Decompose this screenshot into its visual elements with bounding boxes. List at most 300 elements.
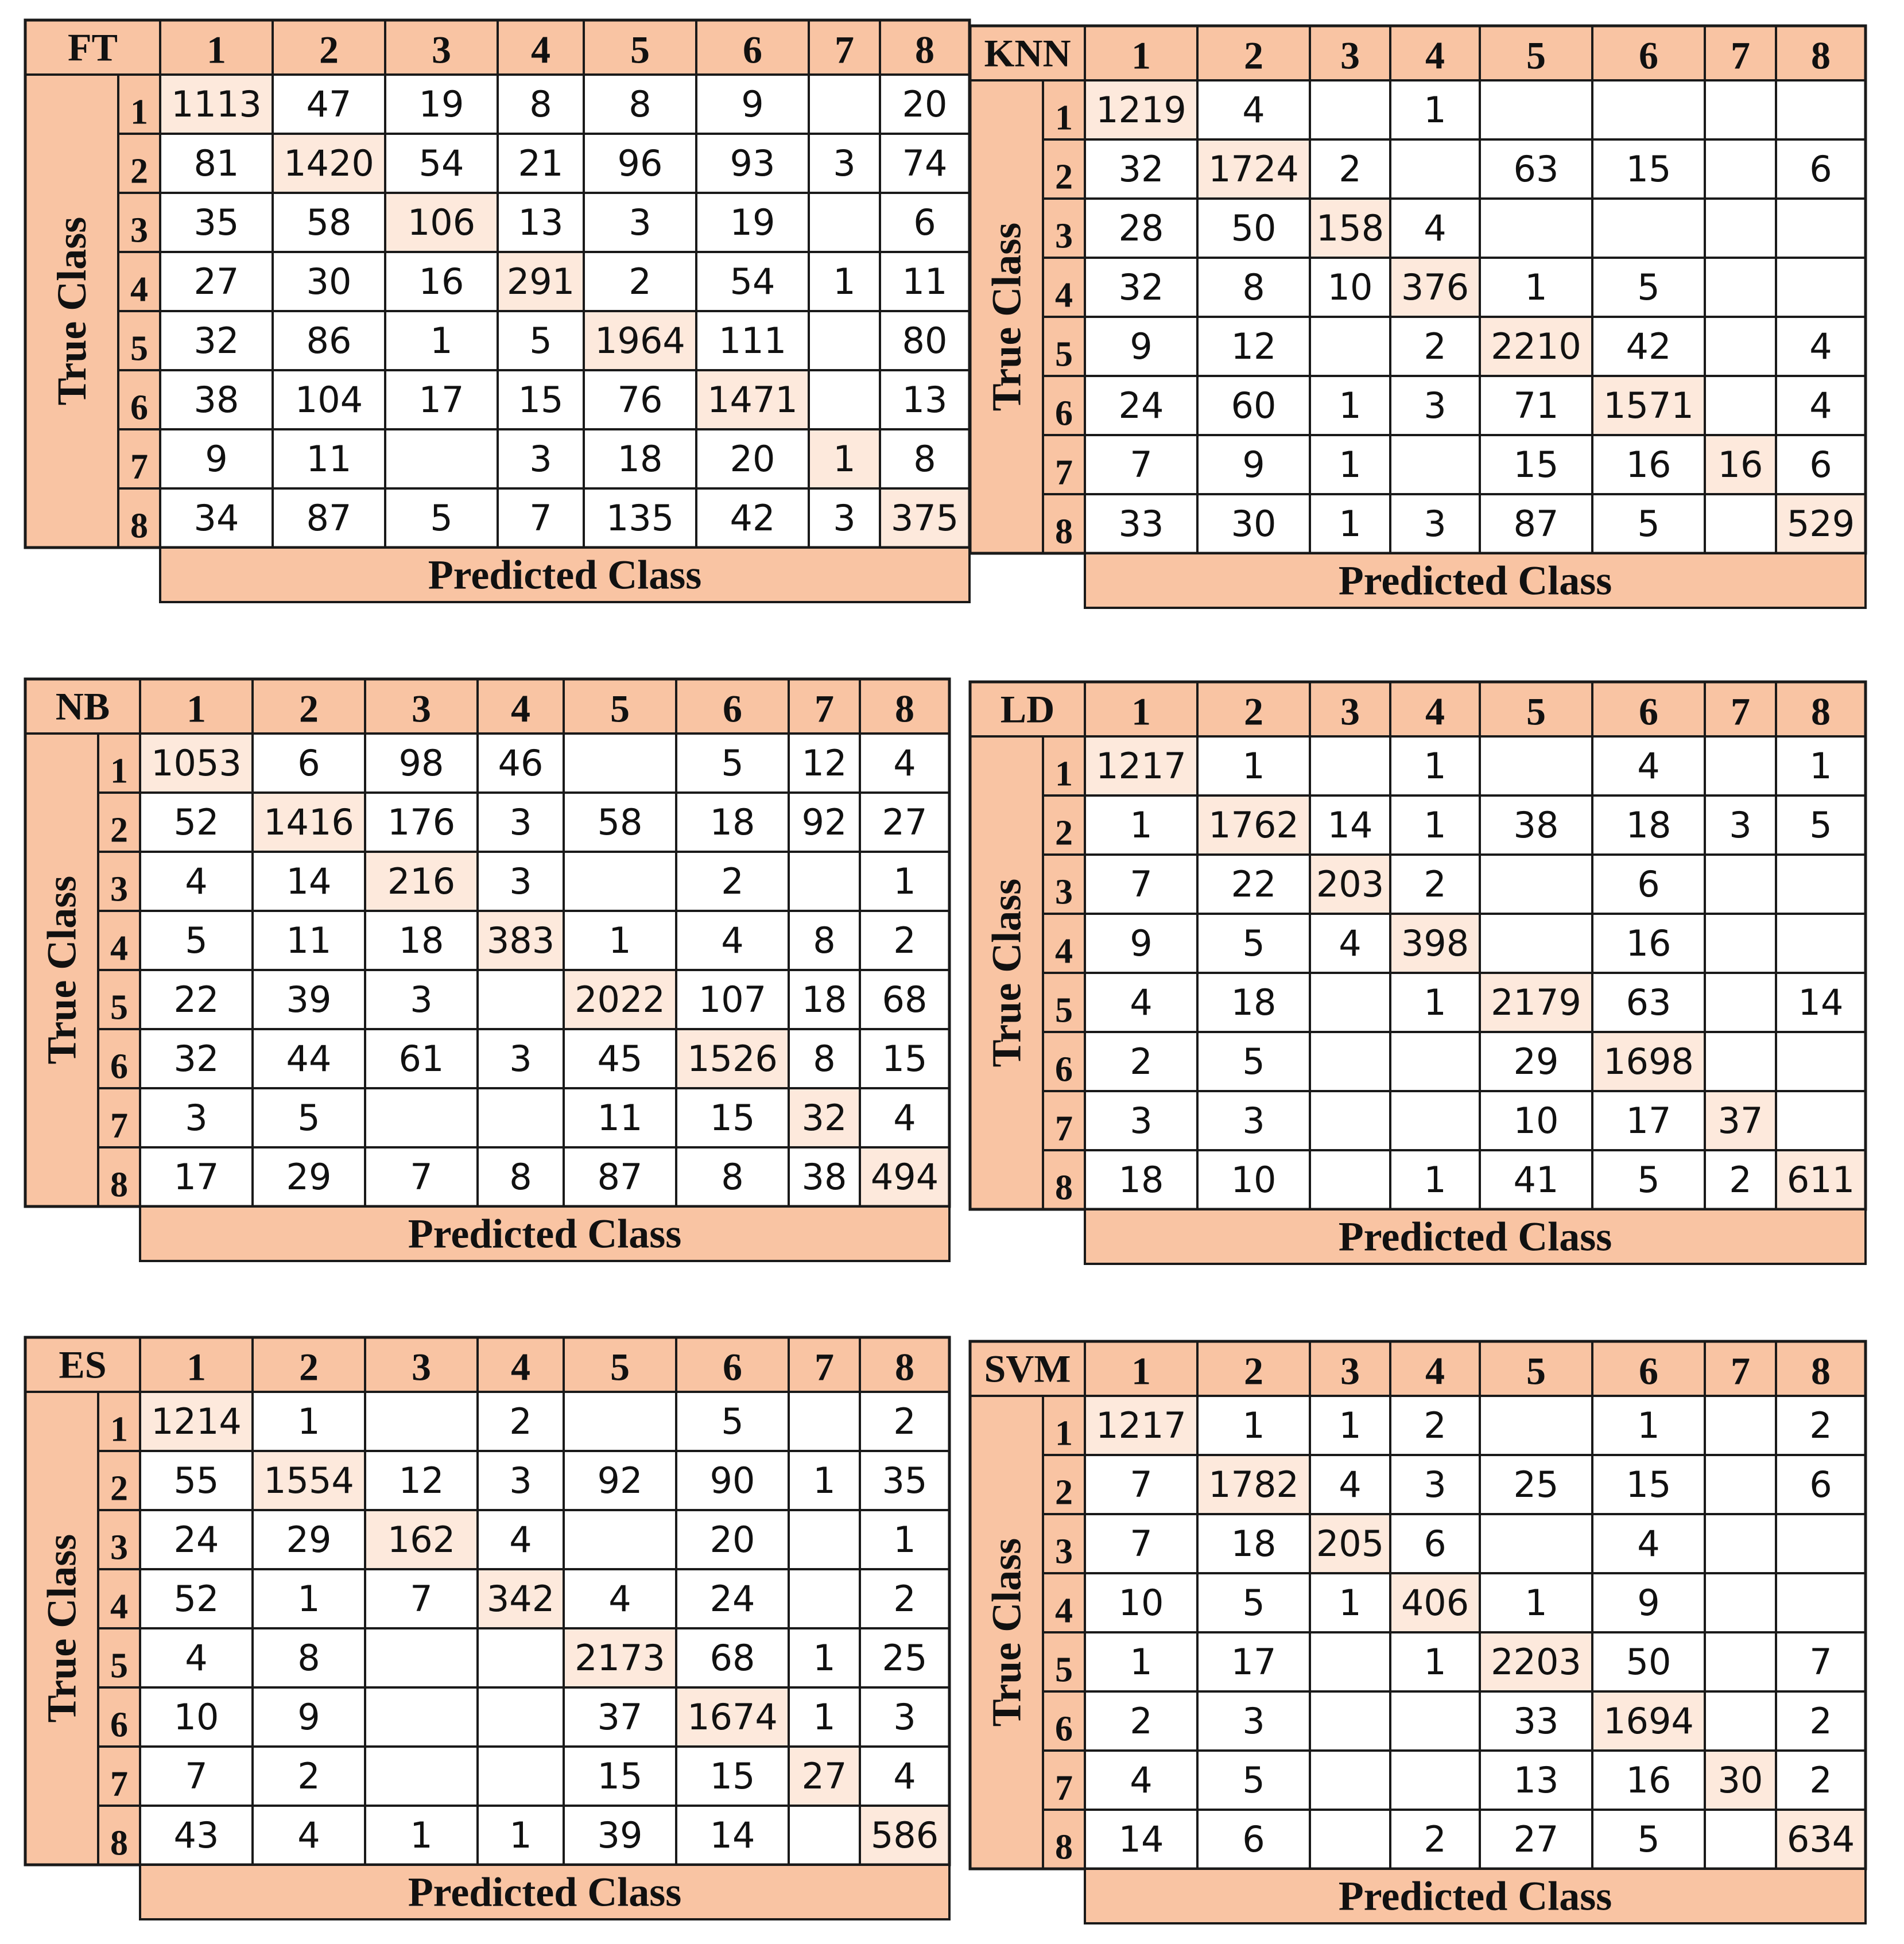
column-header-label: 4	[1425, 689, 1445, 734]
cell-value: 8	[529, 83, 552, 125]
column-header-label: 2	[299, 686, 319, 731]
row-header-label: 8	[110, 1165, 128, 1205]
column-header-label: 4	[1425, 33, 1445, 77]
cell-value: 3	[509, 1038, 532, 1080]
cell-value: 8	[297, 1637, 320, 1679]
cell-value: 1	[1525, 1582, 1548, 1624]
cell-value: 2173	[575, 1637, 665, 1679]
row-header-label: 7	[110, 1764, 128, 1804]
cell-value: 2	[1130, 1041, 1153, 1082]
matrix-cell	[1705, 1810, 1776, 1869]
cell-value: 92	[597, 1460, 643, 1501]
row-header-label: 3	[1055, 216, 1073, 256]
column-header-label: 5	[1526, 33, 1546, 77]
cell-value: 5	[721, 1400, 744, 1442]
cell-value: 42	[730, 497, 775, 539]
cell-value: 52	[173, 1578, 219, 1620]
cell-value: 61	[398, 1038, 444, 1080]
cell-value: 68	[882, 979, 928, 1020]
matrix-cell	[365, 1628, 478, 1687]
cell-value: 11	[902, 261, 948, 302]
cell-value: 50	[1231, 207, 1277, 249]
cell-value: 1	[1130, 804, 1153, 846]
column-header-label: 8	[895, 686, 914, 731]
matrix-label: SVM	[984, 1347, 1071, 1391]
matrix-cell	[1776, 914, 1866, 973]
row-header-label: 5	[110, 988, 128, 1027]
row-header-label: 8	[1055, 1827, 1073, 1867]
cell-value: 4	[185, 860, 208, 902]
cell-value: 8	[913, 438, 936, 480]
cell-value: 17	[418, 379, 464, 421]
cell-value: 1554	[263, 1460, 354, 1501]
cell-value: 1	[1339, 385, 1362, 426]
matrix-cell	[789, 1392, 860, 1451]
cell-value: 1526	[687, 1038, 778, 1080]
cell-value: 19	[730, 201, 775, 243]
cell-value: 2	[1424, 325, 1447, 367]
cell-value: 5	[1242, 922, 1265, 964]
matrix-cell	[564, 734, 676, 793]
cell-value: 15	[1626, 1464, 1672, 1505]
cell-value: 2	[1809, 1700, 1832, 1742]
matrix-cell	[564, 1392, 676, 1451]
cell-value: 1	[1637, 1404, 1660, 1446]
cell-value: 2179	[1491, 981, 1581, 1023]
row-header-label: 2	[110, 810, 128, 850]
matrix-cell	[789, 1510, 860, 1569]
column-header-label: 8	[895, 1345, 914, 1389]
matrix-label: FT	[68, 25, 118, 69]
cell-value: 2203	[1491, 1641, 1581, 1683]
matrix-cell	[809, 75, 880, 134]
cell-value: 3	[1424, 503, 1447, 545]
cell-value: 4	[608, 1578, 631, 1620]
matrix-cell	[478, 1687, 564, 1747]
cell-value: 3	[893, 1696, 916, 1738]
row-axis-label: True Class	[38, 1534, 85, 1723]
matrix-cell	[365, 1088, 478, 1147]
cell-value: 20	[709, 1519, 755, 1561]
cell-value: 5	[1637, 503, 1660, 545]
column-axis-label: Predicted Class	[408, 1869, 682, 1915]
row-header-label: 4	[1055, 932, 1073, 971]
cell-value: 1	[1809, 745, 1832, 787]
column-header-label: 1	[187, 686, 206, 731]
row-axis-label: True Class	[38, 875, 85, 1065]
row-header-label: 3	[110, 1528, 128, 1567]
matrix-cell	[1310, 317, 1390, 376]
cell-value: 58	[597, 801, 643, 843]
cell-value: 1	[297, 1578, 320, 1620]
row-header-label: 1	[1055, 754, 1073, 794]
cell-value: 15	[709, 1755, 755, 1797]
cell-value: 52	[173, 801, 219, 843]
cell-value: 5	[1242, 1041, 1265, 1082]
cell-value: 22	[173, 979, 219, 1020]
matrix-cell	[1705, 80, 1776, 139]
matrix-cell	[809, 370, 880, 429]
cell-value: 1	[893, 1519, 916, 1561]
cell-value: 2	[1729, 1159, 1752, 1201]
matrix-cell	[1592, 199, 1705, 258]
cell-value: 1217	[1096, 745, 1186, 787]
cell-value: 7	[1130, 863, 1153, 905]
row-header-label: 2	[130, 152, 148, 191]
cell-value: 1	[1339, 503, 1362, 545]
column-header-label: 2	[299, 1345, 319, 1389]
matrix-cell	[1776, 1032, 1866, 1091]
cell-value: 7	[410, 1578, 433, 1620]
cell-value: 30	[1231, 503, 1277, 545]
cell-value: 3	[1729, 804, 1752, 846]
row-axis-label: True Class	[983, 878, 1030, 1068]
column-header-label: 5	[1526, 689, 1546, 734]
cell-value: 3	[833, 142, 856, 184]
cell-value: 5	[529, 320, 552, 362]
matrix-cell	[1480, 1396, 1592, 1455]
cell-value: 2	[629, 261, 652, 302]
matrix-cell	[1705, 1396, 1776, 1455]
column-header-label: 5	[610, 686, 630, 731]
cell-value: 5	[297, 1097, 320, 1139]
cell-value: 1113	[171, 83, 262, 125]
cell-value: 611	[1786, 1159, 1855, 1201]
matrix-cell	[1705, 1514, 1776, 1573]
matrix-label: LD	[1000, 687, 1055, 731]
matrix-cell	[1310, 973, 1390, 1032]
cell-value: 30	[1717, 1759, 1763, 1801]
cell-value: 24	[709, 1578, 755, 1620]
cell-value: 1053	[151, 742, 242, 784]
matrix-cell	[564, 1510, 676, 1569]
column-header-label: 8	[915, 28, 934, 72]
matrix-cell	[1592, 80, 1705, 139]
row-axis-label: True Class	[983, 222, 1030, 412]
cell-value: 4	[1424, 207, 1447, 249]
cell-value: 1674	[687, 1696, 778, 1738]
cell-value: 71	[1513, 385, 1559, 426]
row-header-label: 6	[110, 1047, 128, 1087]
cell-value: 1	[410, 1814, 433, 1856]
cell-value: 81	[193, 142, 239, 184]
row-header-label: 3	[1055, 1532, 1073, 1572]
cell-value: 7	[1130, 1464, 1153, 1505]
matrix-cell	[789, 852, 860, 911]
matrix-cell	[789, 1806, 860, 1865]
confusion-matrix-ld	[970, 682, 1866, 1264]
row-header-label: 1	[1055, 1414, 1073, 1453]
cell-value: 2	[1809, 1404, 1832, 1446]
cell-value: 87	[306, 497, 352, 539]
column-header-label: 2	[1244, 689, 1263, 734]
cell-value: 1	[833, 261, 856, 302]
matrix-cell	[1480, 855, 1592, 914]
cell-value: 32	[173, 1038, 219, 1080]
cell-value: 32	[801, 1097, 847, 1139]
cell-value: 17	[1231, 1641, 1277, 1683]
column-header-label: 1	[1131, 33, 1151, 77]
matrix-cell	[809, 311, 880, 370]
cell-value: 1694	[1603, 1700, 1694, 1742]
cell-value: 2	[1424, 1404, 1447, 1446]
cell-value: 87	[1513, 503, 1559, 545]
matrix-cell	[1310, 1032, 1390, 1091]
cell-value: 11	[286, 919, 332, 961]
row-header-label: 8	[130, 506, 148, 546]
cell-value: 1571	[1603, 385, 1694, 426]
cell-value: 1	[1242, 745, 1265, 787]
row-header-label: 4	[130, 270, 148, 309]
row-header-label: 1	[1055, 98, 1073, 138]
row-header-label: 6	[110, 1705, 128, 1745]
cell-value: 634	[1786, 1818, 1855, 1860]
column-header-label: 6	[1639, 33, 1658, 77]
cell-value: 1724	[1208, 148, 1299, 190]
cell-value: 4	[893, 742, 916, 784]
cell-value: 16	[1626, 922, 1672, 964]
column-header-label: 7	[1731, 689, 1750, 734]
column-header-label: 2	[319, 28, 339, 72]
row-header-label: 7	[110, 1106, 128, 1146]
cell-value: 162	[387, 1519, 456, 1561]
cell-value: 3	[529, 438, 552, 480]
cell-value: 1217	[1096, 1404, 1186, 1446]
column-axis-label: Predicted Class	[1338, 1213, 1612, 1260]
cell-value: 4	[893, 1097, 916, 1139]
matrix-cell	[478, 1088, 564, 1147]
cell-value: 15	[1513, 444, 1559, 486]
cell-value: 10	[1118, 1582, 1164, 1624]
row-header-label: 3	[1055, 872, 1073, 912]
cell-value: 3	[1242, 1700, 1265, 1742]
column-axis-label: Predicted Class	[428, 552, 702, 598]
cell-value: 4	[721, 919, 744, 961]
matrix-label: KNN	[984, 31, 1071, 75]
cell-value: 5	[1637, 266, 1660, 308]
cell-value: 1	[608, 919, 631, 961]
row-header-label: 6	[130, 388, 148, 428]
cell-value: 1	[893, 860, 916, 902]
column-header-label: 4	[511, 686, 530, 731]
cell-value: 1	[1242, 1404, 1265, 1446]
cell-value: 15	[709, 1097, 755, 1139]
confusion-matrix-nb	[25, 679, 949, 1261]
cell-value: 2	[893, 1400, 916, 1442]
matrix-cell	[1310, 1150, 1390, 1209]
matrix-cell	[1705, 139, 1776, 199]
cell-value: 11	[306, 438, 352, 480]
cell-value: 39	[597, 1814, 643, 1856]
cell-value: 4	[185, 1637, 208, 1679]
cell-value: 60	[1231, 385, 1277, 426]
column-header-label: 6	[723, 1345, 742, 1389]
row-header-label: 4	[110, 1587, 128, 1627]
cell-value: 18	[801, 979, 847, 1020]
cell-value: 4	[1809, 325, 1832, 367]
matrix-cell	[1705, 1573, 1776, 1632]
cell-value: 74	[902, 142, 948, 184]
cell-value: 1	[1525, 266, 1548, 308]
cell-value: 1	[1424, 981, 1447, 1023]
cell-value: 28	[1118, 207, 1164, 249]
column-header-label: 8	[1811, 689, 1831, 734]
row-header-label: 2	[1055, 1473, 1073, 1512]
matrix-cell	[385, 429, 498, 488]
column-header-label: 8	[1811, 33, 1831, 77]
row-header-label: 7	[1055, 1109, 1073, 1148]
cell-value: 18	[1231, 981, 1277, 1023]
cell-value: 8	[721, 1156, 744, 1198]
matrix-cell	[1310, 1091, 1390, 1150]
cell-value: 4	[1637, 1523, 1660, 1565]
cell-value: 1964	[595, 320, 685, 362]
cell-value: 87	[597, 1156, 643, 1198]
row-header-label: 8	[110, 1823, 128, 1863]
cell-value: 375	[890, 497, 959, 539]
matrix-cell	[1705, 258, 1776, 317]
cell-value: 107	[698, 979, 767, 1020]
cell-value: 18	[1118, 1159, 1164, 1201]
cell-value: 1	[1424, 1159, 1447, 1201]
cell-value: 46	[498, 742, 544, 784]
cell-value: 18	[398, 919, 444, 961]
cell-value: 1420	[284, 142, 374, 184]
cell-value: 54	[730, 261, 775, 302]
matrix-cell	[1310, 736, 1390, 796]
cell-value: 586	[870, 1814, 939, 1856]
cell-value: 29	[286, 1519, 332, 1561]
cell-value: 9	[741, 83, 764, 125]
matrix-cell	[1310, 1751, 1390, 1810]
cell-value: 1	[1339, 1582, 1362, 1624]
cell-value: 342	[486, 1578, 555, 1620]
cell-value: 9	[1637, 1582, 1660, 1624]
column-axis-label: Predicted Class	[408, 1210, 682, 1257]
cell-value: 98	[398, 742, 444, 784]
matrix-cell	[478, 1628, 564, 1687]
cell-value: 7	[529, 497, 552, 539]
cell-value: 4	[1130, 981, 1153, 1023]
cell-value: 20	[902, 83, 948, 125]
matrix-cell	[564, 852, 676, 911]
column-header-label: 5	[630, 28, 650, 72]
matrix-cell	[1705, 376, 1776, 435]
cell-value: 1	[509, 1814, 532, 1856]
cell-value: 9	[297, 1696, 320, 1738]
cell-value: 29	[1513, 1041, 1559, 1082]
cell-value: 10	[1231, 1159, 1277, 1201]
column-header-label: 3	[1340, 33, 1360, 77]
cell-value: 398	[1401, 922, 1469, 964]
cell-value: 1	[833, 438, 856, 480]
cell-value: 13	[902, 379, 948, 421]
row-header-label: 6	[1055, 394, 1073, 433]
row-header-label: 4	[110, 929, 128, 968]
row-header-label: 5	[1055, 991, 1073, 1030]
cell-value: 54	[418, 142, 464, 184]
cell-value: 38	[801, 1156, 847, 1198]
row-header-label: 3	[110, 870, 128, 909]
cell-value: 16	[1626, 444, 1672, 486]
cell-value: 35	[193, 201, 239, 243]
cell-value: 1	[1339, 444, 1362, 486]
confusion-matrix-knn	[970, 26, 1866, 608]
row-header-label: 1	[110, 751, 128, 791]
cell-value: 8	[629, 83, 652, 125]
column-header-label: 3	[432, 28, 451, 72]
cell-value: 7	[1130, 444, 1153, 486]
cell-value: 29	[286, 1156, 332, 1198]
row-header-label: 4	[1055, 1591, 1073, 1631]
row-header-label: 1	[130, 92, 148, 132]
cell-value: 9	[1130, 325, 1153, 367]
column-header-label: 3	[412, 1345, 431, 1389]
cell-value: 4	[297, 1814, 320, 1856]
cell-value: 6	[1637, 863, 1660, 905]
row-header-label: 5	[1055, 1650, 1073, 1690]
column-header-label: 3	[1340, 1349, 1360, 1393]
column-header-label: 6	[1639, 689, 1658, 734]
cell-value: 68	[709, 1637, 755, 1679]
cell-value: 5	[1242, 1759, 1265, 1801]
column-header-label: 4	[1425, 1349, 1445, 1393]
cell-value: 4	[1637, 745, 1660, 787]
cell-value: 21	[518, 142, 564, 184]
matrix-cell	[1310, 1810, 1390, 1869]
column-header-label: 3	[412, 686, 431, 731]
matrix-cell	[1310, 80, 1390, 139]
cell-value: 93	[730, 142, 775, 184]
cell-value: 27	[193, 261, 239, 302]
cell-value: 1	[1424, 745, 1447, 787]
cell-value: 18	[617, 438, 663, 480]
cell-value: 10	[173, 1696, 219, 1738]
cell-value: 6	[1809, 148, 1832, 190]
matrix-cell	[809, 193, 880, 252]
column-header-label: 2	[1244, 33, 1263, 77]
cell-value: 35	[882, 1460, 928, 1501]
cell-value: 4	[893, 1755, 916, 1797]
cell-value: 92	[801, 801, 847, 843]
cell-value: 13	[1513, 1759, 1559, 1801]
column-header-label: 6	[723, 686, 742, 731]
cell-value: 3	[185, 1097, 208, 1139]
column-header-label: 4	[531, 28, 550, 72]
matrix-cell	[365, 1747, 478, 1806]
matrix-label: ES	[59, 1342, 107, 1387]
cell-value: 47	[306, 83, 352, 125]
column-header-label: 5	[1526, 1349, 1546, 1393]
row-header-label: 2	[1055, 157, 1073, 197]
matrix-cell	[1705, 199, 1776, 258]
row-header-label: 7	[130, 447, 148, 487]
cell-value: 34	[193, 497, 239, 539]
matrix-cell	[1705, 855, 1776, 914]
cell-value: 3	[1242, 1100, 1265, 1142]
cell-value: 1	[813, 1637, 836, 1679]
column-axis-label: Predicted Class	[1338, 1873, 1612, 1919]
matrix-cell	[1390, 435, 1480, 494]
cell-value: 291	[506, 261, 575, 302]
cell-value: 5	[1637, 1818, 1660, 1860]
cell-value: 96	[617, 142, 663, 184]
cell-value: 2210	[1491, 325, 1581, 367]
cell-value: 1471	[707, 379, 798, 421]
row-axis-label: True Class	[983, 1538, 1030, 1727]
cell-value: 3	[410, 979, 433, 1020]
column-header-label: 6	[1639, 1349, 1658, 1393]
